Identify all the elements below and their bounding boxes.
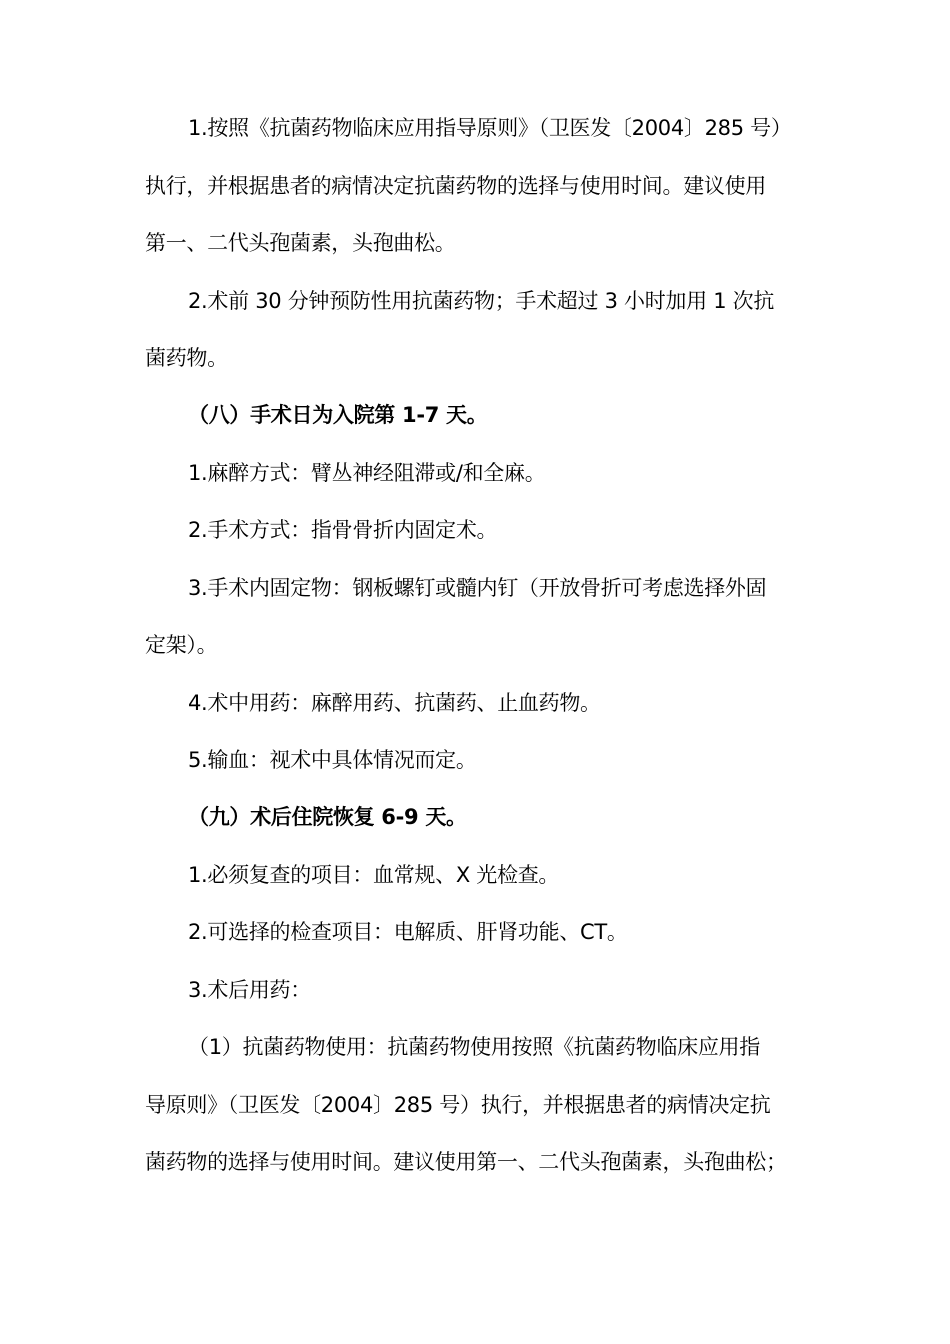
paragraph-intraop-drugs: 4.术中用药：麻醉用药、抗菌药、止血药物。 bbox=[188, 691, 601, 715]
paragraph-2-line-1: 2.术前 30 分钟预防性用抗菌药物；手术超过 3 小时加用 1 次抗 bbox=[188, 289, 775, 313]
paragraph-1-line-3: 第一、二代头孢菌素，头孢曲松。 bbox=[145, 231, 456, 255]
paragraph-2-line-2: 菌药物。 bbox=[145, 346, 228, 370]
paragraph-antibiotics-line-1: （1）抗菌药物使用：抗菌药物使用按照《抗菌药物临床应用指 bbox=[188, 1035, 760, 1059]
paragraph-postop-drugs: 3.术后用药： bbox=[188, 978, 311, 1002]
section-heading-9: （九）术后住院恢复 6-9 天。 bbox=[188, 805, 467, 829]
paragraph-anesthesia: 1.麻醉方式：臂丛神经阻滞或/和全麻。 bbox=[188, 461, 546, 485]
paragraph-fixation-line-1: 3.手术内固定物：钢板螺钉或髓内钉（开放骨折可考虑选择外固 bbox=[188, 576, 767, 600]
paragraph-fixation-line-2: 定架）。 bbox=[145, 633, 218, 657]
paragraph-surgery-method: 2.手术方式：指骨骨折内固定术。 bbox=[188, 518, 498, 542]
section-heading-8: （八）手术日为入院第 1-7 天。 bbox=[188, 403, 488, 427]
paragraph-1-line-2: 执行，并根据患者的病情决定抗菌药物的选择与使用时间。建议使用 bbox=[145, 174, 766, 198]
paragraph-optional-tests: 2.可选择的检查项目：电解质、肝肾功能、CT。 bbox=[188, 920, 628, 944]
paragraph-antibiotics-line-2: 导原则》（卫医发〔2004〕285 号）执行，并根据患者的病情决定抗 bbox=[145, 1093, 771, 1117]
paragraph-required-tests: 1.必须复查的项目：血常规、X 光检查。 bbox=[188, 863, 560, 887]
paragraph-antibiotics-line-3: 菌药物的选择与使用时间。建议使用第一、二代头孢菌素，头孢曲松； bbox=[145, 1150, 787, 1174]
paragraph-transfusion: 5.输血：视术中具体情况而定。 bbox=[188, 748, 477, 772]
paragraph-1-line-1: 1.按照《抗菌药物临床应用指导原则》（卫医发〔2004〕285 号） bbox=[188, 116, 792, 140]
